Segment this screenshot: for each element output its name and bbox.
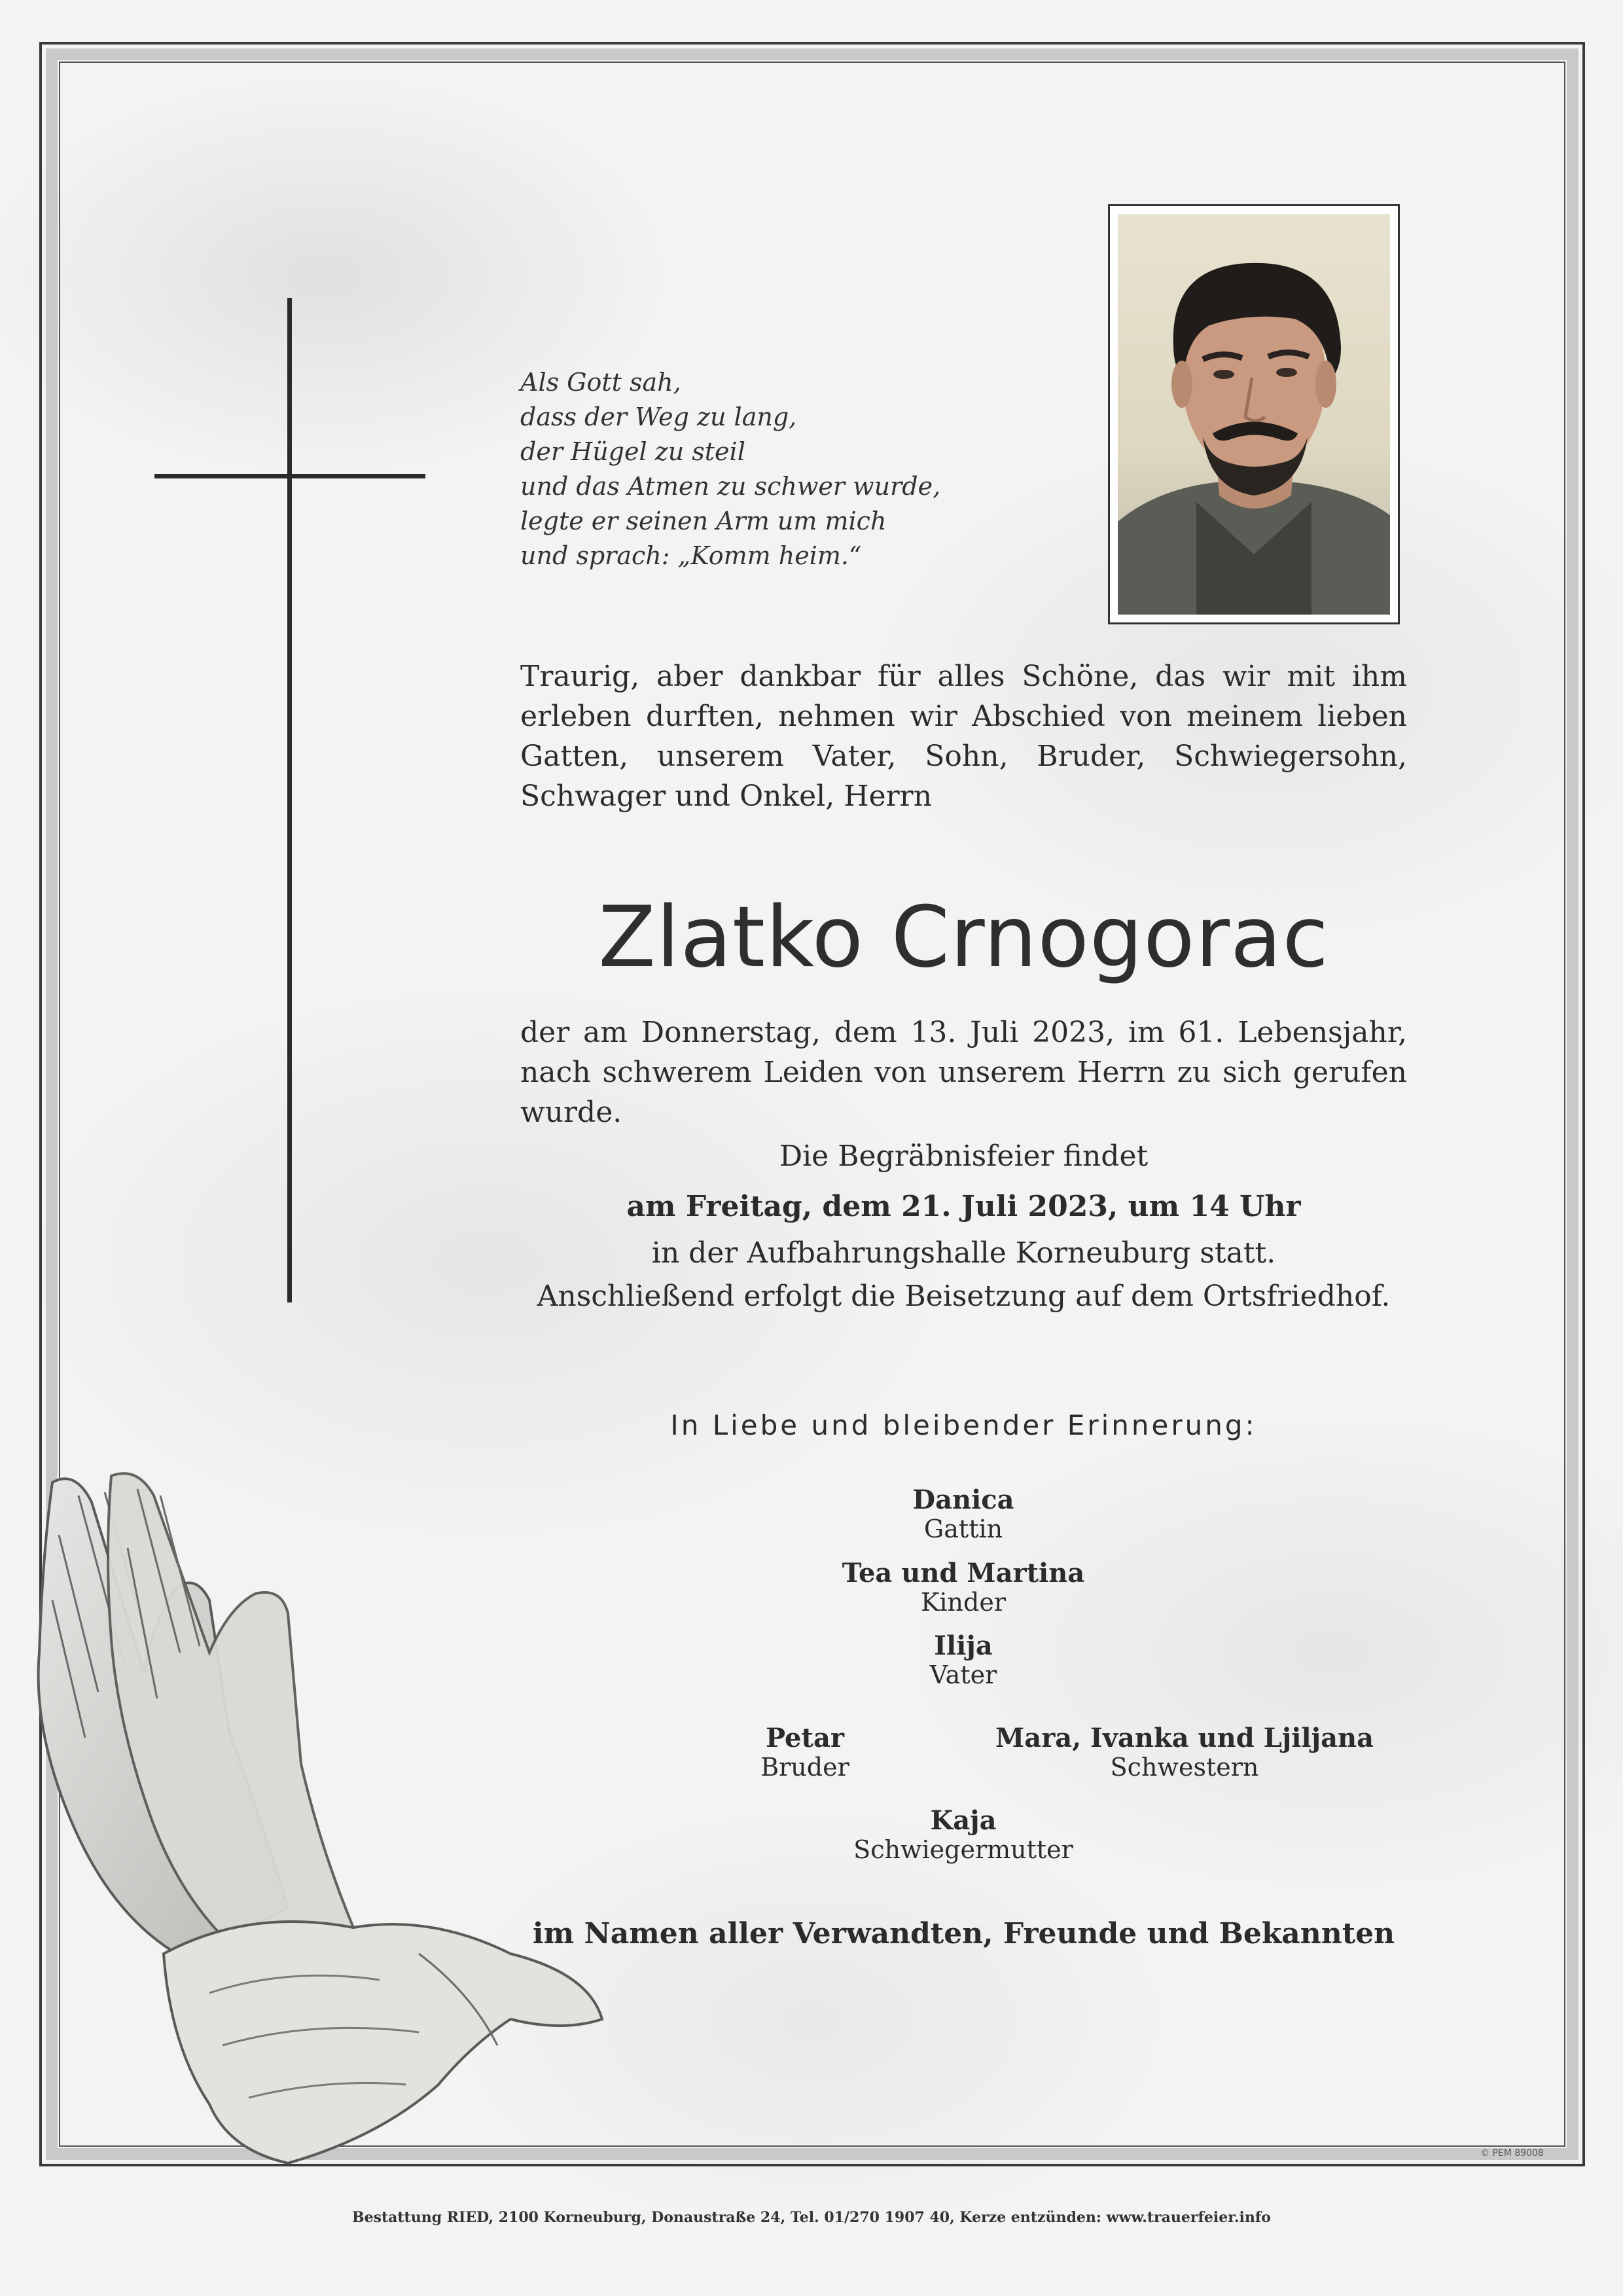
praying-hands-icon — [13, 1456, 622, 2176]
family-member-name: Ilija — [934, 1630, 993, 1661]
family-member-relation: Vater — [929, 1660, 997, 1689]
poem — [520, 365, 978, 573]
portrait-photo-frame — [1108, 204, 1400, 624]
intro-text: Traurig, aber dankbar für alles Schöne, das wir mit ihm erleben durften, nehmen wir Abschied von meinem lieben Gatten, unserem Vater, Sohn, Bruder, Schwiegersohn, Schwager und Onkel, Herrn — [520, 660, 1407, 813]
funeral-line-1: Die Begräbnisfeier findet — [779, 1139, 1149, 1173]
poem-line: und das Atmen zu schwer wurde, — [520, 472, 941, 501]
family-member-relation: Bruder — [760, 1753, 849, 1782]
portrait-photo — [1118, 214, 1390, 615]
family-member — [988, 1724, 1381, 1782]
footer-funeral-home: Bestattung RIED, 2100 Korneuburg, Donaustraße 24, Tel. 01/270 1907 40, Kerze entzünden: www.trauerfeier.info — [352, 2209, 1271, 2226]
funeral-location: in der Aufbahrungshalle Korneuburg statt. — [651, 1236, 1276, 1270]
family-member-name: Danica — [912, 1484, 1014, 1515]
family-member-name: Petar — [766, 1723, 844, 1753]
family-member — [832, 1486, 1094, 1543]
cross-icon-vertical — [287, 298, 292, 1302]
family-member-name: Tea und Martina — [842, 1558, 1085, 1588]
portrait-photo-image — [1118, 214, 1390, 615]
family-member — [674, 1724, 936, 1782]
family-member-relation: Schwestern — [1110, 1753, 1259, 1782]
poem-line: dass der Weg zu lang, — [520, 403, 797, 431]
family-member — [832, 1632, 1094, 1689]
deceased-name: Zlatko Crnogorac — [598, 889, 1329, 986]
poem-line: legte er seinen Arm um mich — [520, 507, 887, 535]
family-member-name: Kaja — [930, 1805, 997, 1836]
family-member — [800, 1559, 1127, 1617]
family-member-relation: Kinder — [921, 1588, 1006, 1617]
closing-line: im Namen aller Verwandten, Freunde und Bekannten — [532, 1917, 1395, 1950]
cross-icon-horizontal — [154, 474, 425, 478]
poem-line: Als Gott sah, — [520, 368, 681, 397]
family-member-name: Mara, Ivanka und Ljiljana — [995, 1723, 1374, 1753]
poem-line: und sprach: „Komm heim.“ — [520, 541, 862, 570]
print-code: © PEM 89008 — [1480, 2148, 1544, 2159]
death-notice-text: der am Donnerstag, dem 13. Juli 2023, im 61. Lebensjahr, nach schwerem Leiden von unserem Herrn zu sich gerufen wurde. — [520, 1016, 1407, 1129]
family-member-relation: Schwiegermutter — [853, 1835, 1073, 1864]
memory-heading: In Liebe und bleibender Erinnerung: — [670, 1409, 1257, 1441]
funeral-burial: Anschließend erfolgt die Beisetzung auf dem Ortsfriedhof. — [537, 1280, 1391, 1313]
family-member — [800, 1806, 1127, 1864]
poem-line: der Hügel zu steil — [520, 437, 745, 466]
family-member-relation: Gattin — [923, 1515, 1003, 1543]
funeral-date: am Freitag, dem 21. Juli 2023, um 14 Uhr — [626, 1190, 1301, 1223]
